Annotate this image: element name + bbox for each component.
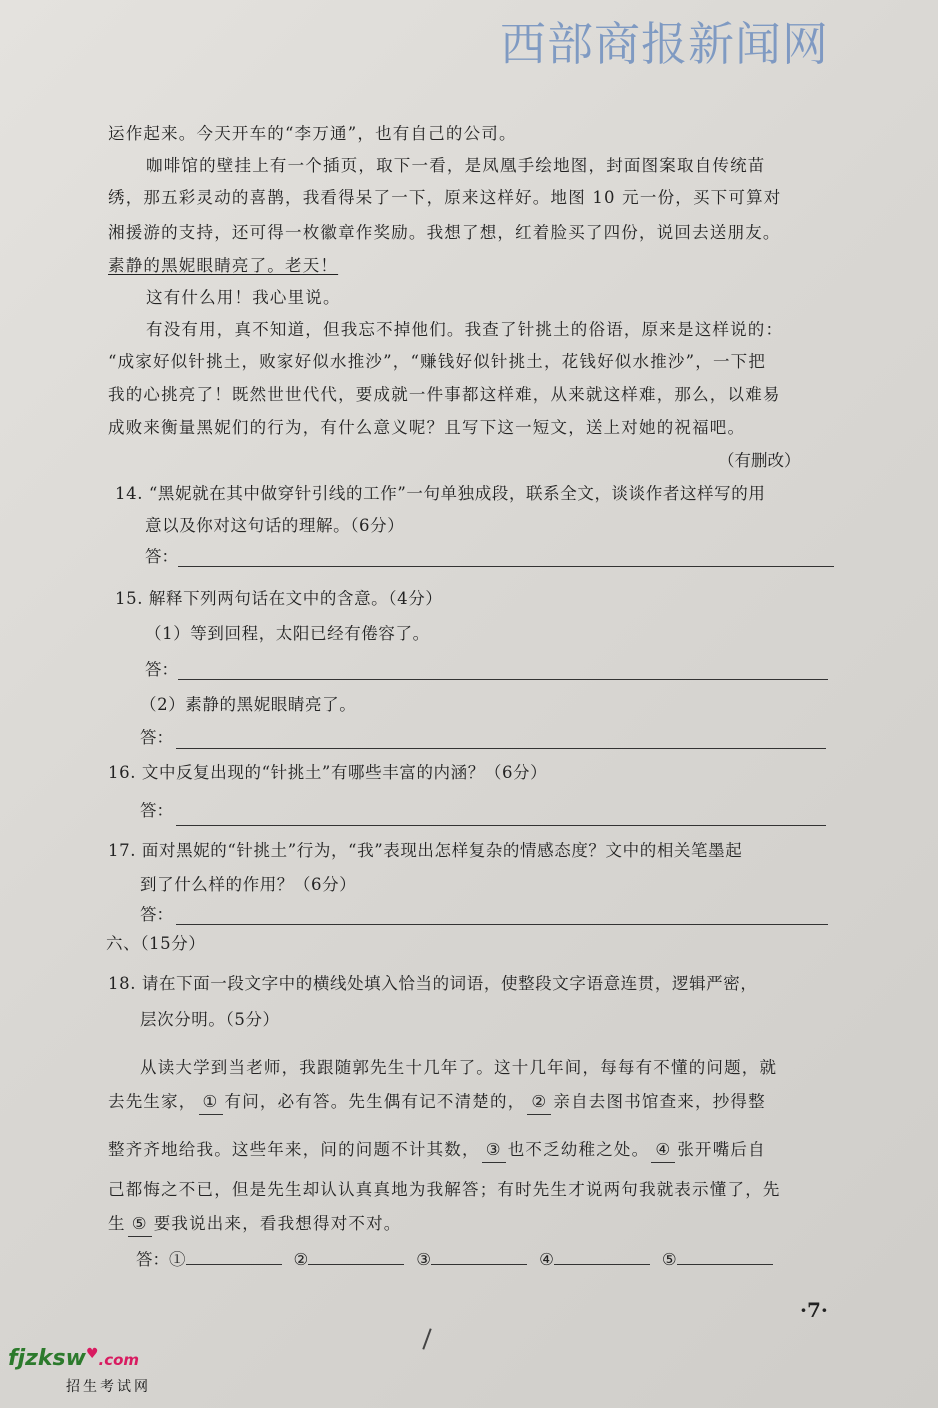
question-14-line-1: 14. “黑妮就在其中做穿针引线的工作”一句单独成段，联系全文，谈谈作者这样写的用 <box>115 484 766 503</box>
paragraph-line-2-text-c: 亲自去图书馆查来，抄得整 <box>553 1092 766 1111</box>
answer-label-14: 答： <box>145 547 178 566</box>
passage-line-3: 绣，那五彩灵动的喜鹊，我看得呆了一下，原来这样好。地图 10 元一份，买下可算对 <box>108 188 782 207</box>
answer-slot-4-label: ④ <box>539 1250 554 1269</box>
page-number: ·7· <box>800 1298 828 1322</box>
logo-domain: .com <box>98 1351 140 1369</box>
question-15-stem: 15. 解释下列两句话在文中的含意。（4分） <box>115 589 443 608</box>
question-17-line-1: 17. 面对黑妮的“针挑土”行为，“我”表现出怎样复杂的情感态度？文中的相关笔墨起 <box>108 841 743 860</box>
pen-mark <box>422 1328 431 1349</box>
answer-line-17[interactable] <box>176 924 828 925</box>
paragraph-line-3-text-b: 也不乏幼稚之处。 <box>507 1140 650 1159</box>
blank-5[interactable]: ⑤ <box>128 1212 152 1237</box>
logo-name: fjzksw <box>8 1346 86 1371</box>
answer-slot-3-label: ③ <box>416 1250 432 1269</box>
answer-label-15-1: 答： <box>145 660 178 679</box>
paragraph-line-2 <box>108 1090 766 1115</box>
answer-line-15-1[interactable] <box>178 679 828 680</box>
paragraph-line-2-text-a: 去先生家， <box>108 1092 197 1111</box>
paragraph-line-5 <box>108 1212 402 1237</box>
answer-label-16: 答： <box>140 801 173 820</box>
section-6-heading: 六、（15分） <box>106 934 206 953</box>
passage-line-10: 成败来衡量黑妮们的行为，有什么意义呢？且写下这一短文，送上对她的祝福吧。 <box>108 418 746 437</box>
answer-line-16[interactable] <box>176 825 826 826</box>
question-15-sub-1: （1）等到回程，太阳已经有倦容了。 <box>145 624 430 643</box>
answer-line-15-2[interactable] <box>176 748 826 749</box>
question-16-stem: 16. 文中反复出现的“针挑土”有哪些丰富的内涵？（6分） <box>108 763 548 782</box>
site-logo <box>8 1346 139 1371</box>
answer-slot-3[interactable] <box>431 1250 527 1265</box>
answer-slot-1-label: ① <box>169 1250 186 1269</box>
watermark-text: 西部商报新闻网 <box>500 17 829 71</box>
answer-label-18: 答： <box>136 1250 169 1269</box>
answer-slot-4[interactable] <box>554 1250 650 1265</box>
question-18-line-2: 层次分明。（5分） <box>140 1010 280 1029</box>
passage-line-1: 运作起来。今天开车的“李万通”，也有自己的公司。 <box>108 124 517 143</box>
passage-line-6: 这有什么用！我心里说。 <box>146 288 341 307</box>
blank-3[interactable]: ③ <box>482 1138 506 1163</box>
answer-slot-5-label: ⑤ <box>661 1250 677 1269</box>
answer-slot-5[interactable] <box>677 1250 773 1265</box>
paragraph-line-5-text-b: 要我说出来，看我想得对不对。 <box>153 1214 402 1233</box>
passage-line-9: 我的心挑亮了！既然世世代代，要成就一件事都这样难，从来就这样难，那么，以难易 <box>108 385 781 404</box>
answer-row-18 <box>136 1248 785 1272</box>
answer-line-14[interactable] <box>178 566 834 567</box>
question-18-line-1: 18. 请在下面一段文字中的横线处填入恰当的词语，使整段文字语意连贯，逻辑严密， <box>108 974 758 993</box>
passage-line-4: 湘援游的支持，还可得一枚徽章作奖励。我想了想，红着脸买了四份，说回去送朋友。 <box>108 223 781 242</box>
paragraph-line-2-text-b: 有问，必有答。先生偶有记不清楚的， <box>224 1092 526 1111</box>
question-14-line-2: 意以及你对这句话的理解。（6分） <box>145 516 405 535</box>
heart-icon: ♥ <box>85 1346 99 1362</box>
paragraph-line-4: 己都悔之不已，但是先生却认认真真地为我解答；有时先生才说两句我就表示懂了，先 <box>108 1180 781 1199</box>
blank-1[interactable]: ① <box>199 1090 223 1115</box>
answer-label-15-2: 答： <box>140 728 173 747</box>
paragraph-line-5-text-a: 生 <box>108 1214 126 1233</box>
passage-note: （有删改） <box>718 451 801 470</box>
paragraph-line-3-text-c: 张开嘴后自 <box>677 1140 766 1159</box>
paragraph-line-3-text-a: 整齐齐地给我。这些年来，问的问题不计其数， <box>108 1140 480 1159</box>
passage-line-8: “成家好似针挑土，败家好似水推沙”，“赚钱好似针挑土，花钱好似水推沙”，一下把 <box>108 352 767 371</box>
passage-line-7: 有没有用，真不知道，但我忘不掉他们。我查了针挑土的俗语，原来是这样说的： <box>146 320 784 339</box>
passage-line-2: 咖啡馆的壁挂上有一个插页，取下一看，是凤凰手绘地图，封面图案取自传统苗 <box>146 156 766 175</box>
blank-2[interactable]: ② <box>527 1090 551 1115</box>
question-15-sub-2: （2）素静的黑妮眼睛亮了。 <box>140 695 357 714</box>
answer-slot-2-label: ② <box>293 1250 309 1269</box>
answer-slot-2[interactable] <box>308 1250 404 1265</box>
paragraph-line-1: 从读大学到当老师，我跟随郭先生十几年了。这十几年间，每每有不懂的问题，就 <box>140 1058 778 1077</box>
question-17-line-2: 到了什么样的作用？（6分） <box>140 875 357 894</box>
passage-line-5: 素静的黑妮眼睛亮了。老天！ <box>108 256 339 275</box>
paragraph-line-3 <box>108 1138 766 1163</box>
blank-4[interactable]: ④ <box>651 1138 675 1163</box>
logo-subtitle: 招生考试网 <box>66 1379 151 1395</box>
answer-label-17: 答： <box>140 905 173 924</box>
answer-slot-1[interactable] <box>186 1250 282 1265</box>
